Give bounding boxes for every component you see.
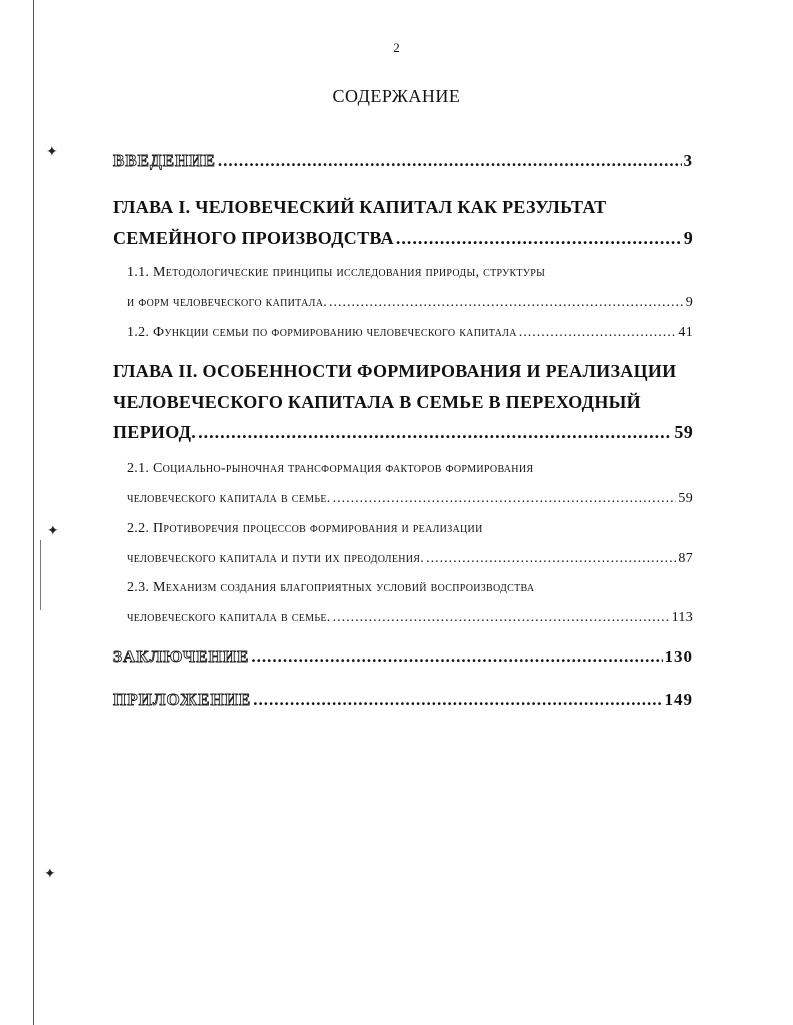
toc-entry-label: ПРИЛОЖЕНИЕ bbox=[113, 690, 252, 709]
toc-section-1-1-line1[interactable]: 1.1. Методологические принципы исследования природы, структуры bbox=[127, 265, 546, 280]
page-title: СОДЕРЖАНИЕ bbox=[332, 86, 461, 106]
toc-chapter-1-line1[interactable]: ГЛАВА I. ЧЕЛОВЕЧЕСКИЙ КАПИТАЛ КАК РЕЗУЛЬТАТ bbox=[113, 197, 607, 217]
leader-dots bbox=[198, 422, 672, 443]
toc-entry-label: человеческого капитала в семье. bbox=[127, 610, 331, 625]
leader-dots bbox=[218, 151, 682, 171]
toc-section-2-1[interactable] bbox=[127, 491, 693, 507]
toc-entry-label: ВВЕДЕНИЕ bbox=[113, 151, 216, 170]
toc-section-2-2[interactable] bbox=[127, 551, 693, 567]
toc-page-number: 87 bbox=[678, 551, 693, 566]
toc-page-number: 41 bbox=[678, 325, 693, 340]
toc-entry-label: СЕМЕЙНОГО ПРОИЗВОДСТВА bbox=[113, 228, 394, 248]
toc-chapter-2-line2[interactable]: ЧЕЛОВЕЧЕСКОГО КАПИТАЛА В СЕМЬЕ В ПЕРЕХОДНЫЙ bbox=[113, 392, 641, 412]
toc-page-number: 130 bbox=[664, 647, 693, 666]
leader-dots bbox=[253, 690, 662, 710]
toc-entry-label: человеческого капитала в семье. bbox=[127, 491, 331, 506]
leader-dots bbox=[396, 228, 682, 249]
toc-section-2-2-line1[interactable]: 2.2. Противоречия процессов формирования и реализации bbox=[127, 521, 483, 536]
scan-speck: ✦ bbox=[44, 867, 56, 882]
toc-chapter-2-line1[interactable]: ГЛАВА II. ОСОБЕННОСТИ ФОРМИРОВАНИЯ И РЕАЛИЗАЦИИ bbox=[113, 361, 677, 381]
toc-entry-label: ЗАКЛЮЧЕНИЕ bbox=[113, 647, 250, 666]
toc-entry-label: человеческого капитала и пути их преодоления. bbox=[127, 551, 425, 566]
toc-section-2-3[interactable] bbox=[127, 610, 693, 626]
toc-entry-label: ПЕРИОД. bbox=[113, 422, 197, 442]
toc-page-number: 3 bbox=[683, 151, 693, 170]
toc-chapter-2[interactable] bbox=[113, 422, 693, 443]
leader-dots bbox=[333, 491, 677, 507]
toc-page-number: 59 bbox=[674, 422, 693, 442]
toc-entry-conclusion[interactable] bbox=[113, 647, 693, 667]
toc-entry-label: 1.2. Функции семьи по формированию человеческого капитала bbox=[127, 325, 517, 340]
toc-section-1-1[interactable] bbox=[127, 295, 693, 311]
scan-speck: ✦ bbox=[46, 145, 58, 160]
leader-dots bbox=[329, 295, 684, 311]
leader-dots bbox=[333, 610, 670, 626]
page-number: 2 bbox=[393, 40, 400, 55]
toc-page-number: 59 bbox=[678, 491, 693, 506]
toc-entry-appendix[interactable] bbox=[113, 690, 693, 710]
scan-edge-line bbox=[33, 0, 34, 1025]
leader-dots bbox=[426, 551, 676, 567]
scan-speck: ✦ bbox=[47, 524, 59, 539]
toc-page-number: 113 bbox=[671, 610, 693, 625]
toc-page-number: 9 bbox=[683, 228, 693, 248]
toc-entry-intro[interactable] bbox=[113, 151, 693, 171]
leader-dots bbox=[251, 647, 662, 667]
toc-chapter-1[interactable] bbox=[113, 228, 693, 249]
leader-dots bbox=[519, 325, 677, 341]
toc-section-2-3-line1[interactable]: 2.3. Механизм создания благоприятных условий воспроизводства bbox=[127, 580, 535, 595]
toc-section-2-1-line1[interactable]: 2.1. Социально-рыночная трансформация факторов формирования bbox=[127, 461, 534, 476]
scan-edge-line bbox=[40, 540, 41, 610]
toc-page-number: 9 bbox=[685, 295, 693, 310]
toc-entry-label: и форм человеческого капитала. bbox=[127, 295, 328, 310]
toc-page-number: 149 bbox=[664, 690, 693, 709]
toc-section-1-2[interactable] bbox=[127, 325, 693, 341]
